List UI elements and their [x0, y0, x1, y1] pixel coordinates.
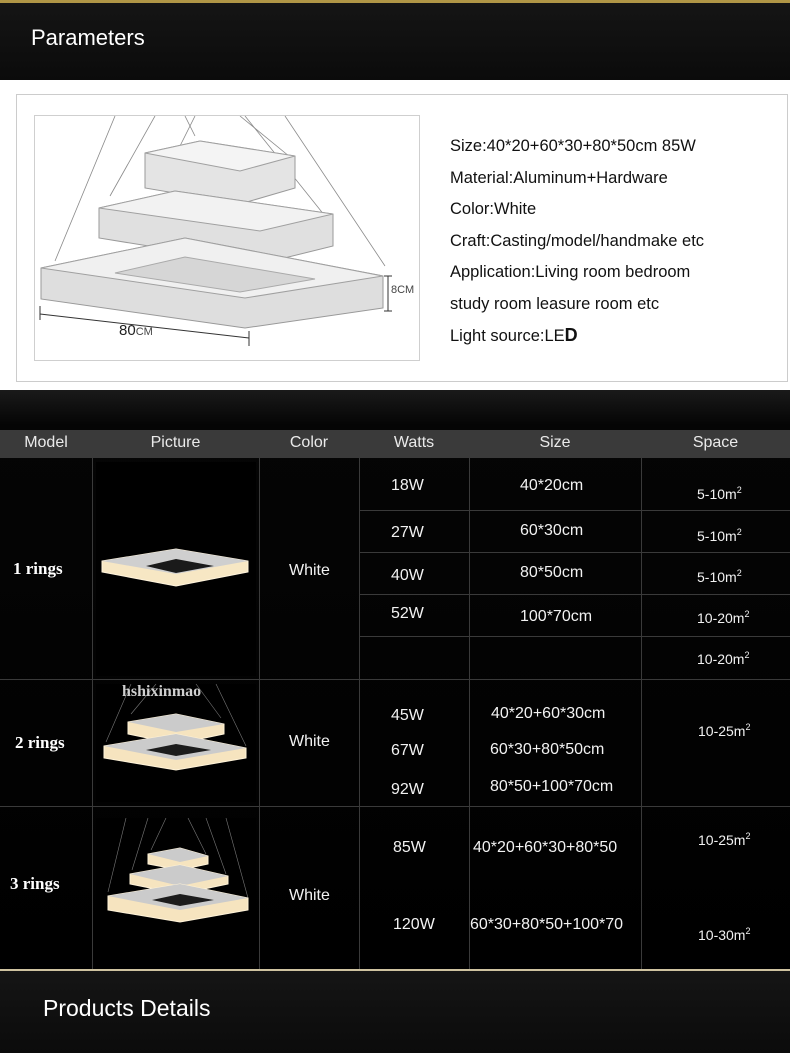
grid-line — [0, 679, 790, 680]
product-image-1-ring — [96, 462, 256, 676]
product-photo — [34, 115, 420, 361]
grid-line — [259, 430, 260, 969]
one-ring-illustration — [96, 462, 256, 676]
size-2r-c: 80*50+100*70cm — [490, 778, 614, 795]
watts-27w: 27W — [391, 524, 424, 541]
space-2-rings: $10-25m^2$ — [698, 722, 751, 739]
size-3r-b: 60*30+80*50+100*70 — [470, 916, 624, 933]
watts-52w: 52W — [391, 605, 424, 622]
spec-application-cont: study room leasure room etc — [450, 294, 660, 313]
space-4: $10-20m^2$ — [697, 609, 750, 626]
color-2-rings: White — [289, 733, 330, 750]
header-picture: Picture — [150, 434, 201, 451]
size-60x30: 60*30cm — [520, 522, 584, 539]
grid-line — [0, 806, 790, 807]
size-40x20: 40*20cm — [520, 477, 584, 494]
space-1: $5-10m^2$ — [697, 485, 742, 502]
header-model: Model — [24, 434, 68, 451]
parameters-title: Parameters — [31, 25, 145, 50]
space-3-rings-b: $10-30m^2$ — [698, 926, 751, 943]
model-3-rings: 3 rings — [10, 874, 60, 893]
header-watts: Watts — [393, 434, 435, 451]
spec-craft: Craft:Casting/model/handmake etc — [450, 231, 705, 250]
grid-line — [359, 510, 790, 511]
watts-45w: 45W — [391, 707, 424, 724]
space-2: $5-10m^2$ — [697, 527, 742, 544]
space-5: $10-20m^2$ — [697, 650, 750, 667]
products-details-header — [0, 969, 790, 1053]
width-dimension-label: 80CM — [119, 322, 153, 339]
two-ring-illustration — [96, 684, 256, 802]
header-color: Color — [289, 434, 329, 451]
header-space: Space — [692, 434, 739, 451]
grid-line — [359, 594, 790, 595]
color-3-rings: White — [289, 887, 330, 904]
products-details-title: Products Details — [43, 995, 211, 1021]
space-3: $5-10m^2$ — [697, 568, 742, 585]
spec-color: Color:White — [450, 200, 537, 218]
watts-120w: 120W — [393, 916, 435, 933]
spec-size: Size:40*20+60*30+80*50cm 85W — [450, 137, 696, 155]
spec-light-source: Light source:LED — [450, 325, 578, 345]
chandelier-illustration — [35, 116, 420, 361]
color-1-rings: White — [289, 562, 330, 579]
watts-18w: 18W — [391, 477, 424, 494]
spec-list — [450, 133, 704, 354]
size-2r-b: 60*30+80*50cm — [490, 741, 605, 758]
watts-92w: 92W — [391, 781, 424, 798]
height-dimension-label: 8CM — [391, 284, 415, 296]
space-3-rings-a: $10-25m^2$ — [698, 831, 751, 848]
grid-line — [359, 636, 790, 637]
model-1-rings: 1 rings — [13, 559, 63, 578]
grid-line — [92, 430, 93, 969]
grid-line — [359, 552, 790, 553]
watts-85w: 85W — [393, 839, 426, 856]
product-image-3-ring — [96, 818, 256, 964]
size-100x70: 100*70cm — [520, 608, 593, 625]
watts-40w: 40W — [391, 567, 424, 584]
spec-application: Application:Living room bedroom — [450, 263, 691, 281]
size-80x50: 80*50cm — [520, 564, 584, 581]
parameters-header — [0, 0, 790, 80]
product-image-2-ring — [96, 684, 256, 802]
header-size: Size — [539, 434, 571, 451]
spec-material: Material:Aluminum+Hardware — [450, 168, 668, 187]
model-2-rings: 2 rings — [15, 733, 65, 752]
size-2r-a: 40*20+60*30cm — [491, 705, 606, 722]
watts-67w: 67W — [391, 742, 424, 759]
size-3r-a: 40*20+60*30+80*50 — [473, 839, 618, 856]
three-ring-illustration — [96, 818, 256, 964]
watermark: hshixinmao — [122, 683, 202, 700]
